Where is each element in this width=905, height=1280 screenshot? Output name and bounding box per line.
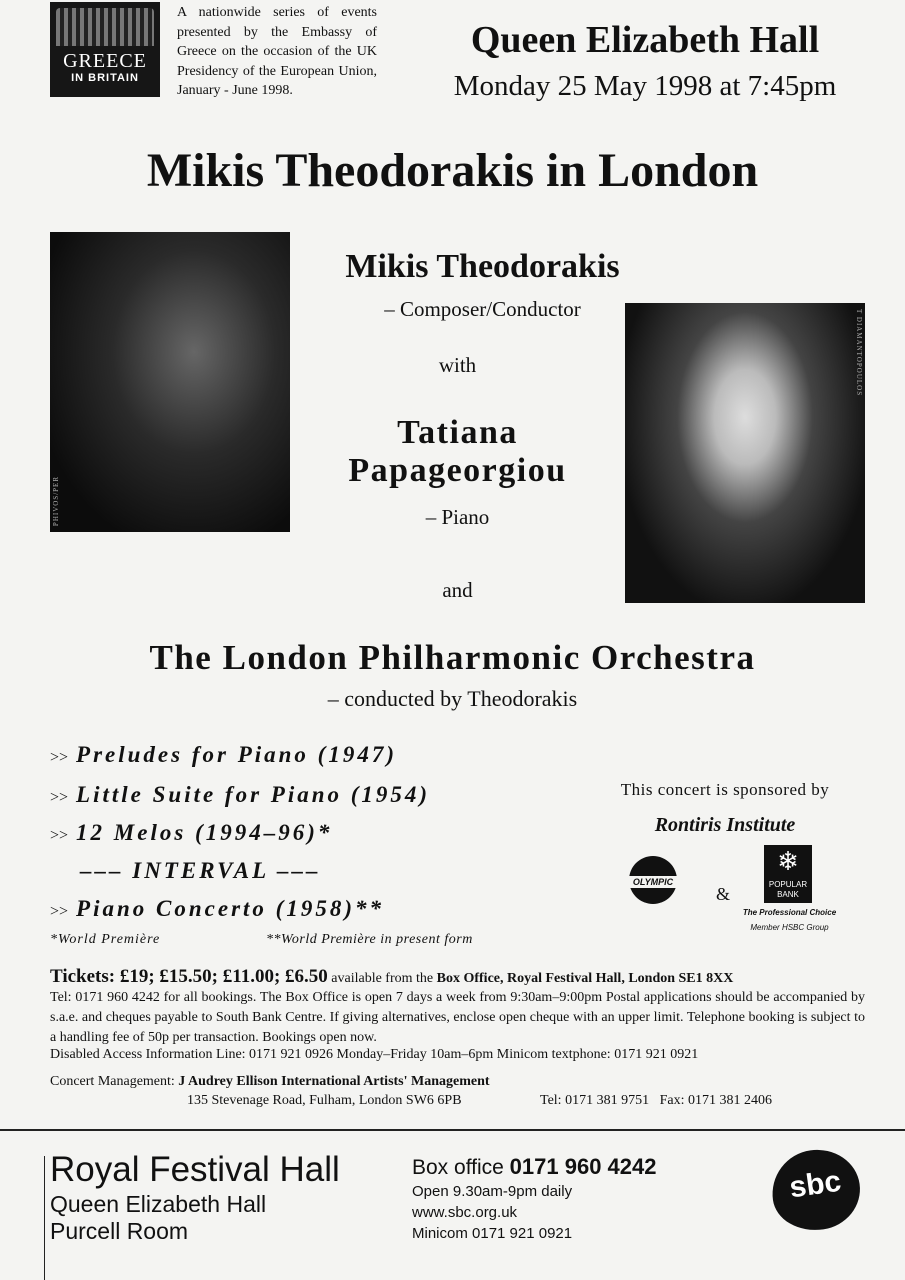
footer-venue-rfh: Royal Festival Hall: [50, 1150, 340, 1189]
logo-line1: GREECE: [63, 50, 147, 72]
sponsor-ampersand: &: [716, 884, 731, 904]
olympic-label: OLYMPIC: [612, 876, 694, 888]
footer-vertical-line: [44, 1156, 45, 1280]
program-title: Little Suite for Piano (1954): [76, 782, 431, 807]
with-text: with: [438, 353, 477, 377]
composer-role: – Composer/Conductor: [384, 297, 581, 321]
pianist-photo: [625, 303, 865, 603]
event-title: Mikis Theodorakis in London: [146, 144, 759, 197]
intro-text: A nationwide series of events presented by the Embassy of Greece on the occasion of the UK Presidency of the European Union, January - June 1998.: [177, 5, 377, 98]
arrow-marker: >>: [50, 749, 69, 766]
footnote-present-form: **World Première in present form: [266, 932, 473, 947]
pianist-role: – Piano: [425, 505, 490, 529]
sbc-logo: [767, 1144, 865, 1235]
footer-minicom: Minicom 0171 921 0921: [412, 1225, 573, 1242]
footer-venue-purcell: Purcell Room: [50, 1218, 189, 1244]
popular-bank-label: POPULAR BANK: [768, 880, 808, 899]
program-title: 12 Melos (1994–96)*: [76, 820, 333, 845]
bank-tagline: The Professional Choice: [742, 908, 837, 917]
greece-in-britain-logo: [50, 2, 160, 97]
orchestra-name: The London Philharmonic Orchestra: [149, 638, 756, 677]
composer-name: Mikis Theodorakis: [345, 248, 620, 285]
box-office-label: Box office: [412, 1156, 510, 1179]
management-address: 135 Stevenage Road, Fulham, London SW6 6PB: [187, 1093, 462, 1108]
footer-divider: [0, 1129, 905, 1131]
management-label: Concert Management:: [50, 1074, 179, 1089]
composer-photo: [50, 232, 290, 532]
program-interval: [80, 858, 321, 884]
program-item: [50, 896, 384, 922]
sbc-logo-text: sbc: [787, 1164, 844, 1205]
box-office-phone: 0171 960 4242: [509, 1154, 657, 1179]
event-datetime: Monday 25 May 1998 at 7:45pm: [453, 70, 837, 102]
photo-credit-right: T DIAMANTOPOULOS: [855, 309, 863, 397]
arrow-marker: >>: [50, 827, 69, 844]
footer-website: www.sbc.org.uk: [412, 1204, 518, 1221]
venue-title: Queen Elizabeth Hall: [470, 19, 820, 61]
footer-box-office: [412, 1154, 657, 1180]
popular-bank-logo: [764, 845, 812, 903]
olympic-airways-logo: [612, 856, 694, 906]
photo-credit-left: PHIVOS/PER: [52, 475, 60, 526]
box-office-location: Box Office, Royal Festival Hall, London SE1 8XX: [436, 971, 734, 986]
pianist-name: [290, 414, 625, 490]
booking-info: Tel: 0171 960 4242 for all bookings. The Box Office is open 7 days a week from 9:30am–9:00pm Postal applications should be accompanied by s.a.e. and cheques payable to South Bank Centre. If giving alternatives, enclose open cheque with an upper limit. Telephone booking is subject to a handling fee of 50p per transaction. Bookings open now.: [50, 990, 865, 1045]
orchestra-role: – conducted by Theodorakis: [327, 686, 578, 711]
program-item: [50, 782, 430, 808]
footnote-world-premiere: *World Première: [50, 932, 161, 947]
snowflake-icon: ❄: [777, 847, 799, 876]
pianist-last-name: Papageorgiou: [348, 452, 567, 489]
arrow-marker: >>: [50, 789, 69, 806]
program-title: Preludes for Piano (1947): [76, 742, 398, 767]
logo-line2: IN BRITAIN: [71, 72, 139, 84]
bank-member-text: Member HSBC Group: [750, 923, 829, 932]
program-title: Piano Concerto (1958)**: [76, 896, 384, 921]
sponsor-name: Rontiris Institute: [654, 814, 796, 836]
program-item: [50, 820, 332, 846]
ticket-prices: [50, 966, 870, 988]
concert-management: [50, 1074, 865, 1090]
arrow-marker: >>: [50, 903, 69, 920]
disabled-access-info: Disabled Access Information Line: 0171 921 0926 Monday–Friday 10am–6pm Minicom textphone: 0171 921 0921: [50, 1047, 699, 1062]
footer-hours: Open 9.30am-9pm daily: [412, 1183, 573, 1200]
management-name: J Audrey Ellison International Artists' Management: [178, 1074, 490, 1089]
management-contact: Tel: 0171 381 9751 Fax: 0171 381 2406: [540, 1093, 772, 1108]
pianist-first-name: Tatiana: [397, 414, 518, 451]
ticket-availability: available from the: [327, 971, 437, 986]
sponsor-text: This concert is sponsored by: [620, 780, 830, 799]
crown-ornament-icon: [56, 8, 154, 46]
program-item: [50, 742, 397, 768]
interval-label: ––– INTERVAL –––: [80, 858, 321, 883]
and-text: and: [442, 578, 473, 602]
footer-venue-qeh: Queen Elizabeth Hall: [50, 1191, 267, 1217]
ticket-price-list: Tickets: £19; £15.50; £11.00; £6.50: [50, 966, 328, 987]
